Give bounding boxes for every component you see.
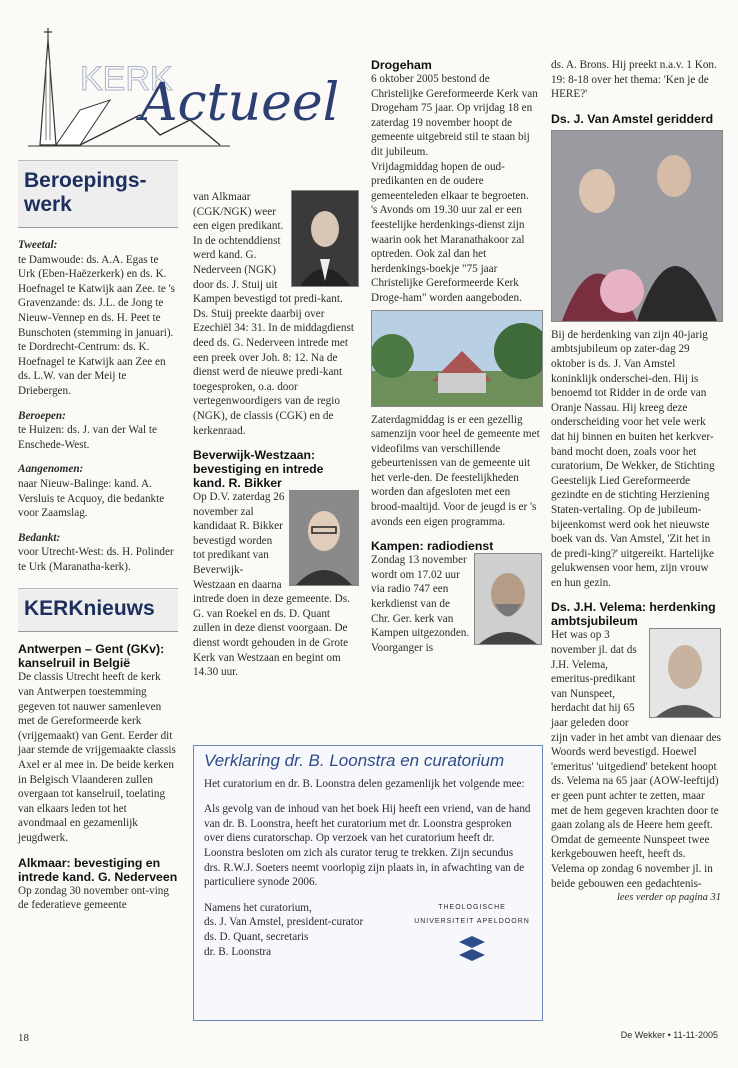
section-title: Tweetal: bbox=[18, 239, 58, 251]
portrait-bikker bbox=[289, 490, 359, 586]
university-emblem-icon bbox=[459, 936, 485, 962]
article-text: De classis Utrecht heeft de kerk van Antwerpen toestemming gegeven tot nauwer samenleven met de Gereformeerde kerk (vrijgemaakt) van Gent. Eerder dit jaar stemde de vrijgemaakte classis Axel er al mee in. De beide kerken in Belgisch Vlaanderen zullen overgaan tot kanselruil, toelating van elkaars leden tot het avondmaal en gezamenlijk jeugdwerk. bbox=[18, 671, 176, 844]
statement-intro: Het curatorium en dr. B. Loonstra delen gezamenlijk het volgende mee: bbox=[204, 777, 525, 790]
article-text: Zondag 13 november wordt om 17.02 uur via radio 747 een kerkdienst van de Chr. Ger. kerk van Kampen uitgezonden. Voorganger is bbox=[371, 554, 470, 654]
kerk-actueel-logo bbox=[20, 20, 340, 150]
section-text: te Damwoude: ds. A.A. Egas te Urk (Eben-Haëzerkerk) en ds. K. Hoefnagel te Katwijk aan Zee. te 's Gravenzande: ds. J.L. de Jong te Nieuw-Vennep en ds. H. Peet te Bunschoten (stemming in januari). te Dordrecht-Centrum: ds. K. Hoefnagel te Katwijk aan Zee en ds. L.W. van der Meij te Driebergen. bbox=[18, 253, 176, 397]
page-number: 18 bbox=[18, 1032, 29, 1044]
article-title: Beverwijk-Westzaan: bevestiging en intrede kand. R. Bikker bbox=[193, 448, 324, 491]
logo-actueel-text: Actueel bbox=[140, 73, 340, 133]
university-logo bbox=[412, 901, 532, 969]
logo-kerk-text: KERK bbox=[80, 60, 173, 98]
beroepingswerk-list bbox=[18, 238, 178, 574]
statement-body: Als gevolg van de inhoud van het boek Hij heeft een vriend, van de hand van dr. B. Loonstra, heeft het curatorium met dr. Loonstra gesproken over diens curatorschap. Op verzoek van het curatorium heeft dr. Loonstra besloten om zich als curator terug te trekken. Zijn secundus drs. R.W.J. Soeters neemt voorlopig zijn plaats in, in afwachting van de particuliere synode 2006. bbox=[204, 803, 531, 889]
university-name: THEOLOGISCHE UNIVERSITEIT APELDOORN bbox=[414, 903, 530, 926]
van-amstel-photo bbox=[551, 130, 723, 322]
column-1 bbox=[18, 160, 178, 913]
column-4 bbox=[551, 58, 721, 906]
section-title: Beroepen: bbox=[18, 409, 66, 422]
section-title: Aangenomen: bbox=[18, 463, 84, 476]
statement-title: Verklaring dr. B. Loonstra en curatorium bbox=[204, 751, 505, 770]
article-text: Het was op 3 november jl. dat ds J.H. Velema, emeritus-predikant van Nunspeet, herdacht dat hij 65 jaar geleden door zijn vader in het ambt van dienaar des Woords werd bevestigd. Hoewel 'emeritus' 'uitgediend' betekent hoopt ds. Velema na 65 jaar (AOW-leeftijd) er geen punt achter te zetten, maar met de hem gegeven krachten door te gaan zolang als de Heere hem geeft. Omdat de gemeente Nunspeet twee kerkgebouwen heeft, heeft ds. Velema op zondag 6 november jl. in beide gebouwen een gedachtenis- bbox=[551, 629, 721, 890]
beroepingswerk-heading: Beroepings-werk bbox=[18, 160, 178, 228]
signature-line: ds. J. Van Amstel, president-curator bbox=[204, 916, 364, 929]
section-title: Bedankt: bbox=[18, 531, 61, 544]
section-text: naar Nieuw-Balinge: kand. A. Versluis te Acquoy, die bedankte voor Zaamslag. bbox=[18, 477, 165, 520]
article-title: Antwerpen – Gent (GKv): kanselruil in België bbox=[18, 642, 165, 671]
article-text: Zaterdagmiddag is er een gezellig samenzijn voor heel de gemeente met videofilms van verschillende gebeurtenissen van de gemeente uit het verle-den. De feestelijkheden worden dan afgesloten met een brood-maaltijd. Voor de jeugd is er 's avonds een eigen programma. bbox=[371, 413, 540, 528]
continued-link[interactable]: lees verder op pagina 31 bbox=[616, 892, 721, 904]
signature-line: ds. D. Quant, secretaris bbox=[204, 930, 309, 943]
article-text: 6 oktober 2005 bestond de Christelijke Gereformeerde Kerk van Drogeham 75 jaar. Op vrijdag 18 en zaterdag 19 november hoopt de gemeente uitgebreid stil te staan bij dit jubileum. bbox=[371, 73, 538, 158]
article-title: Drogeham bbox=[371, 58, 432, 72]
signature-block bbox=[204, 901, 532, 959]
portrait-brons bbox=[474, 553, 542, 645]
statement-box bbox=[193, 745, 543, 1021]
portrait-nederveen bbox=[291, 190, 359, 287]
article-text: van Alkmaar (CGK/NGK) weer een eigen predikant. In de ochtenddienst werd kand. G. Nederveen (NGK) door ds. J. Stuij uit Kampen bevestigd tot predi-kant. Ds. Stuij preekte daarbij over Ezechiël 34: 31. In de middagdienst deed ds. G. Nederveen intrede met een preek over Joh. 8: 12. Na de dienst werd de nieuwe predi-kant toegesproken, o.a. door vertegenwoordigers van de regio (NGK), de classis (CGK) en de kerkenraad. bbox=[193, 191, 354, 437]
article-text: 's Avonds om 19.30 uur zal er een feestelijke herdenkings-dienst zijn waarin ook het Maranathakoor zal optreden. Ook zal dan het herdenkings-boekje "75 jaar Christelijke Gereformeerde Kerk Droge-ham" worden aangeboden. bbox=[371, 204, 525, 304]
kerknieuws-heading: KERKnieuws bbox=[18, 588, 178, 632]
column-3 bbox=[371, 58, 542, 655]
section-text: voor Utrecht-West: ds. H. Polinder te Urk (Maranatha-kerk). bbox=[18, 546, 174, 573]
article-text: Op D.V. zaterdag 26 november zal kandidaat R. Bikker bevestigd worden tot predikant van Beverwijk-Westzaan en daarna intrede doen in deze gemeente. Ds. G. van Roekel en ds. D. Quant zullen in deze dienst voorgaan. De dienst wordt gehouden in de Grote Kerk van Westzaan en begint om 14.30 uur. bbox=[193, 491, 350, 679]
signature-line: Namens het curatorium, bbox=[204, 901, 312, 914]
article-title: Alkmaar: bevestiging en intrede kand. G. Nederveen bbox=[18, 855, 178, 884]
article-text: ds. A. Brons. Hij preekt n.a.v. 1 Kon. 19: 8-18 over het thema: 'Ken je de HERE?' bbox=[551, 59, 717, 101]
issue-info: De Wekker • 11-11-2005 bbox=[620, 1030, 718, 1040]
article-title: Ds. J. Van Amstel geridderd bbox=[551, 111, 714, 126]
article-text: Op zondag 30 november ont-ving de federatieve gemeente bbox=[18, 884, 169, 912]
article-title: Ds. J.H. Velema: herdenking ambtsjubileum bbox=[551, 600, 716, 629]
signature-line: dr. B. Loonstra bbox=[204, 945, 272, 958]
church-photo bbox=[371, 310, 543, 407]
article-title: Kampen: radiodienst bbox=[371, 539, 494, 554]
portrait-velema bbox=[649, 628, 721, 718]
article-text: Bij de herdenking van zijn 40-jarig ambtsjubileum op zater-dag 29 oktober is ds. J. Van Amstel koninklijk onderschei-den. Hij is benoemd tot Ridder in de orde van Oranje Nassau. Hij kreeg deze onderscheiding voor het vele werk dat hij binnen en buiten het kerkver-band mocht doen, zoals voor het curatorium, De Wekker, de Stichting Geestelijk Lied Gereformeerde gezindte en de stichting Herziening Staten-vertaling. Op de jubileum-bijeenkomst werd ook het nieuwste boek van ds. Van Amstel, 'Zit het in de predi-king?' uitgereikt. Hartelijke gelukwensen voor hem, zijn vrouw en hun gezin. bbox=[551, 328, 715, 589]
article-text: Vrijdagmiddag hopen de oud-predikanten en de oudere gemeenteleden elkaar te begroeten. bbox=[371, 160, 529, 202]
column-2 bbox=[193, 190, 359, 680]
section-text: te Huizen: ds. J. van der Wal te Enschede-West. bbox=[18, 424, 158, 451]
